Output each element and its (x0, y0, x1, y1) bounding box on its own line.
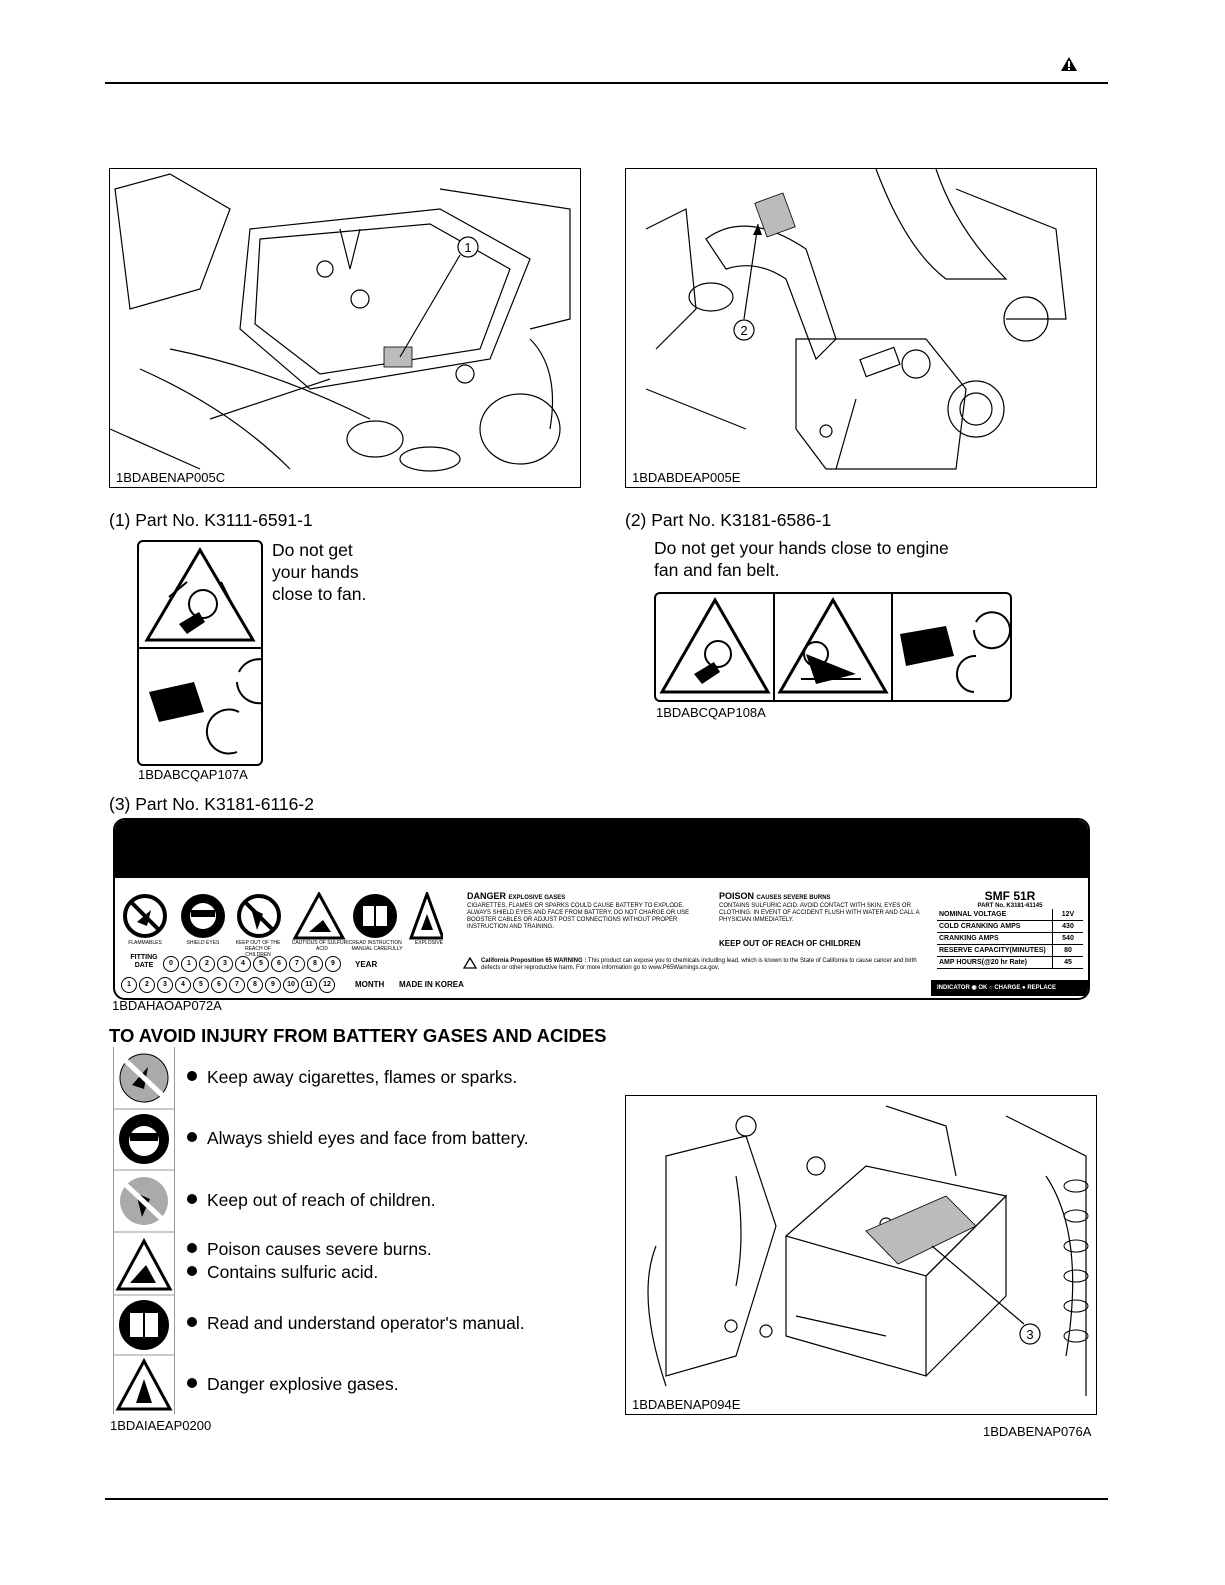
figure-2-engine-fan (625, 168, 1097, 488)
part1-text: Do not get your hands close to fan. (272, 540, 367, 604)
spec-row: RESERVE CAPACITY(MINUTES) 80 (937, 945, 1083, 957)
date-digit-circle: 3 (157, 977, 173, 993)
bullet-item: Keep out of reach of children. (187, 1190, 436, 1211)
date-digit-circle: 12 (319, 977, 335, 993)
date-digit-circle: 2 (199, 956, 215, 972)
date-digit-circle: 1 (121, 977, 137, 993)
battery-label-icons (123, 892, 443, 944)
battery-label-band (115, 820, 1088, 878)
icon-caption-shield-eyes: SHIELD EYES (186, 940, 220, 946)
read-manual-icon (119, 1300, 169, 1350)
date-digit-circle: 6 (211, 977, 227, 993)
part2-caption: (2) Part No. K3181-6586-1 (625, 510, 832, 530)
engine-drawing-1 (110, 169, 580, 487)
icon-caption-flammables: FLAMMABLES (128, 940, 162, 946)
date-digit-circle: 7 (229, 977, 245, 993)
bullet-item: Poison causes severe burns. (187, 1239, 432, 1260)
icon-caption-children: KEEP OUT OF THE REACH OF CHILDREN (235, 940, 281, 958)
danger-text: CIGARETTES, FLAMES OR SPARKS COULD CAUSE BATTERY TO EXPLODE. ALWAYS SHIELD EYES AND FACE FROM BATTERY. DO NOT CHARGE OR USE BOOSTER CABLES OR ADJUST POST CONNECTIONS WITHOUT PROPER INSTRUCTION AND TRAINING. (467, 903, 690, 930)
header-rule (105, 82, 1108, 84)
icon-caption-explosive: EXPLOSIVE (414, 940, 444, 946)
date-digit-circle: 7 (289, 956, 305, 972)
date-digit-circle: 5 (253, 956, 269, 972)
battery-model: SMF 51R (984, 889, 1036, 903)
date-digit-circle: 9 (325, 956, 341, 972)
date-digit-circle: 0 (163, 956, 179, 972)
date-digit-circle: 4 (235, 956, 251, 972)
part2-label (654, 592, 1012, 702)
engine-drawing-3 (626, 1096, 1096, 1414)
part2-label-code: 1BDABCQAP108A (656, 705, 766, 720)
prop65-warning-icon (463, 957, 477, 969)
keep-children-away-icon (239, 896, 279, 936)
month-row (121, 977, 337, 993)
engine-drawing-2 (626, 169, 1096, 487)
battery-spec-table (937, 909, 1083, 969)
year-row (163, 956, 343, 972)
fitting-date-label: FITTING DATE (130, 954, 158, 969)
prop65-text: California Proposition 65 WARNING : This product can expose you to chemicals including lead, which is known to the State of California to cause cancer and birth defects or other reproductive harm. For more information go to www.P65Warnings.ca.gov. (481, 958, 917, 971)
part1-label-code: 1BDABCQAP107A (138, 767, 248, 782)
shield-eyes-icon (119, 1114, 169, 1164)
icon-column (113, 1047, 175, 1414)
date-digit-circle: 3 (217, 956, 233, 972)
explosive-icon (411, 894, 443, 938)
icons-code: 1BDAIAEAP0200 (110, 1418, 212, 1433)
indicator-bar: INDICATOR ◉ OK ○ CHARGE ● REPLACE (931, 980, 1090, 996)
no-children-icon (120, 1177, 168, 1225)
icon-caption-manual: READ INSTRUCTION MANUAL CAREFULLY (351, 940, 403, 952)
date-digit-circle: 6 (271, 956, 287, 972)
figure-3-outer-code: 1BDABENAP076A (983, 1424, 1092, 1439)
date-digit-circle: 5 (193, 977, 209, 993)
date-digit-circle: 4 (175, 977, 191, 993)
figure-3-code: 1BDABENAP094E (629, 1397, 743, 1412)
acid-burns-icon (118, 1241, 170, 1289)
bullet-item: Danger explosive gases. (187, 1374, 399, 1395)
year-label: YEAR (355, 960, 378, 969)
figure-2-code: 1BDABDEAP005E (629, 470, 743, 485)
date-digit-circle: 1 (181, 956, 197, 972)
date-digit-circle: 11 (301, 977, 317, 993)
date-digit-circle: 2 (139, 977, 155, 993)
icon-caption-acid: CAUTIOUS OF SULFURIC ACID (291, 940, 353, 952)
battery-section-heading: TO AVOID INJURY FROM BATTERY GASES AND ACIDES (109, 1025, 607, 1046)
bullet-item: Always shield eyes and face from battery. (187, 1128, 529, 1149)
bullet-item: Keep away cigarettes, flames or sparks. (187, 1067, 517, 1088)
poison-title: POISON CAUSES SEVERE BURNS (719, 891, 831, 901)
date-digit-circle: 8 (247, 977, 263, 993)
battery-label (113, 818, 1090, 1000)
spec-row: NOMINAL VOLTAGE 12V (937, 909, 1083, 921)
spec-row: AMP HOURS(@20 hr Rate) 45 (937, 957, 1083, 969)
battery-part-no: PART No. K3181-61145 (977, 903, 1043, 909)
date-digit-circle: 8 (307, 956, 323, 972)
shield-eyes-icon (181, 894, 225, 938)
callout-1: 1 (464, 240, 472, 255)
part3-caption: (3) Part No. K3181-6116-2 (109, 794, 314, 814)
spec-row: CRANKING AMPS 540 (937, 933, 1083, 945)
keep-out-text: KEEP OUT OF REACH OF CHILDREN (719, 939, 861, 948)
month-label: MONTH (355, 980, 385, 989)
explosive-gas-icon (118, 1361, 170, 1409)
part2-text: Do not get your hands close to engine fan and fan belt. (654, 538, 949, 580)
bullet-item: Read and understand operator's manual. (187, 1313, 525, 1334)
danger-title: DANGER EXPLOSIVE GASES (467, 891, 566, 901)
no-smoking-icon (120, 1054, 168, 1102)
acid-icon (295, 894, 343, 938)
callout-2: 2 (740, 323, 748, 338)
date-digit-circle: 10 (283, 977, 299, 993)
read-manual-icon (353, 894, 397, 938)
figure-3-battery-location (625, 1095, 1097, 1415)
no-flames-icon (125, 896, 165, 936)
made-in: MADE IN KOREA (399, 980, 464, 989)
spec-row: COLD CRANKING AMPS 430 (937, 921, 1083, 933)
figure-1-code: 1BDABENAP005C (113, 470, 228, 485)
part1-caption: (1) Part No. K3111-6591-1 (109, 510, 313, 530)
date-digit-circle: 9 (265, 977, 281, 993)
poison-text: CONTAINS SULFURIC ACID. AVOID CONTACT WITH SKIN, EYES OR CLOTHING. IN EVENT OF ACCIDENT FLUSH WITH WATER AND CALL A PHYSICIAN IMMEDIATELY. (719, 903, 920, 923)
warning-triangle-icon (1060, 56, 1078, 72)
footer-rule (105, 1498, 1108, 1500)
figure-1-battery-area (109, 168, 581, 488)
bullet-item: Contains sulfuric acid. (187, 1262, 378, 1283)
part1-label (137, 540, 263, 766)
part3-label-code: 1BDAHAOAP072A (112, 998, 222, 1013)
callout-3: 3 (1026, 1327, 1034, 1342)
